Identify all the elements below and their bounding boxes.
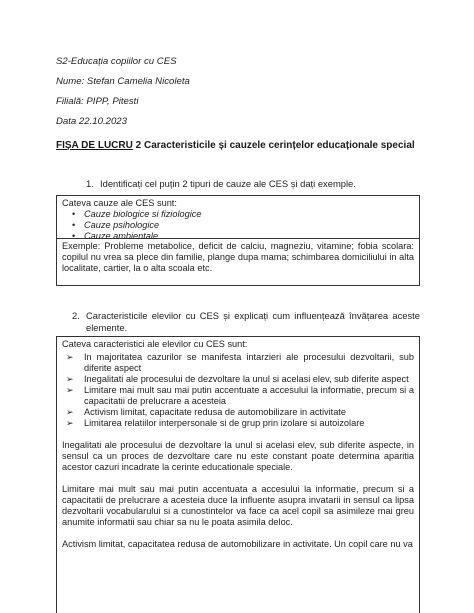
examples-text: Exemple: Probleme metabolice, deficit de calciu, magneziu, vitamine; fobia scolara: copilul nu vrea sa plece din familie, plange dupa mama; schimbarea domiciliului in alta localitate, cartier, la o alta scoala etc. — [62, 241, 414, 273]
paragraph-2: Limitare mai mult sau mai putin accentuata a accesului la informatie, precum si a capacitatii de prelucrare a acesteia duce la influente asupra invatarii in sensul ca lipsa dezvoltarii vocabularului si a cunostintelor va face ca acel copil sa asimileze mai greu anumite informatii sau chiar sa nu le poata asimila deloc. — [62, 484, 414, 527]
title-rest: 2 Caracteristicile și cauzele cerințelor educaționale special — [132, 140, 415, 151]
question-1-number: 1. — [86, 178, 94, 189]
causes-table — [56, 195, 420, 286]
causes-intro: Cateva cauze ale CES sunt: — [62, 198, 177, 208]
list-item: ➢ Inegalitati ale procesului de dezvoltare la unul si acelasi elev, sub diferite aspect — [84, 374, 414, 385]
list-item: ➢ Activism limitat, capacitate redusa de automobilizare in activitate — [84, 407, 414, 418]
characteristics-cell — [57, 337, 419, 553]
branch-line: Filială: PIPP, Pitesti — [56, 96, 139, 107]
question-2-number: 2. — [72, 310, 80, 321]
name-line: Nume: Stefan Camelia Nicoleta — [56, 76, 190, 87]
date-line: Data 22.10.2023 — [56, 116, 127, 127]
list-item: ➢ In majoritatea cazurilor se manifesta intarzieri ale procesului dezvoltarii, sub diferite aspect — [84, 352, 414, 374]
page-title — [56, 140, 415, 151]
list-item: • Cauze psihologice — [84, 220, 414, 231]
list-item: • Cauze biologice si fiziologice — [84, 209, 414, 220]
characteristics-list — [62, 352, 414, 429]
question-2 — [72, 310, 420, 334]
list-item: • Cauze ambientale — [84, 231, 414, 242]
paragraph-3: Activism limitat, capacitatea redusa de automobilizare in activitate. Un copil care nu va — [62, 539, 413, 549]
question-1-text: Identificați cel puțin 2 tipuri de cauze ale CES și dați exemple. — [100, 178, 356, 189]
course-line: S2-Educația copiilor cu CES — [56, 56, 177, 67]
characteristics-intro: Cateva caracteristici ale elevilor cu CES sunt: — [62, 339, 248, 349]
question-2-text: Caracteristicile elevilor cu CES și explicați cum influențează învățarea aceste elemente. — [86, 310, 420, 333]
title-underlined: FIȘA DE LUCRU — [56, 140, 133, 151]
causes-list — [62, 209, 414, 242]
causes-cell — [57, 196, 419, 241]
list-item: ➢ Limitare mai mult sau mai putin accentuate a accesului la informatie, precum si a capacitatii de prelucrare a acesteia — [84, 385, 414, 407]
question-1 — [86, 178, 426, 189]
examples-cell — [57, 238, 419, 277]
paragraph-1: Inegalitati ale procesului de dezvoltare la unul si acelasi elev, sub diferite aspecte, in sensul ca un proces de dezvoltare care nu este constant poate determina aparitia acestor cazuri incadrate la cerinte educationale speciale. — [62, 440, 414, 472]
characteristics-table — [56, 336, 420, 613]
list-item: ➢ Limitarea relatiilor interpersonale si de grup prin izolare si autoizolare — [84, 418, 414, 429]
